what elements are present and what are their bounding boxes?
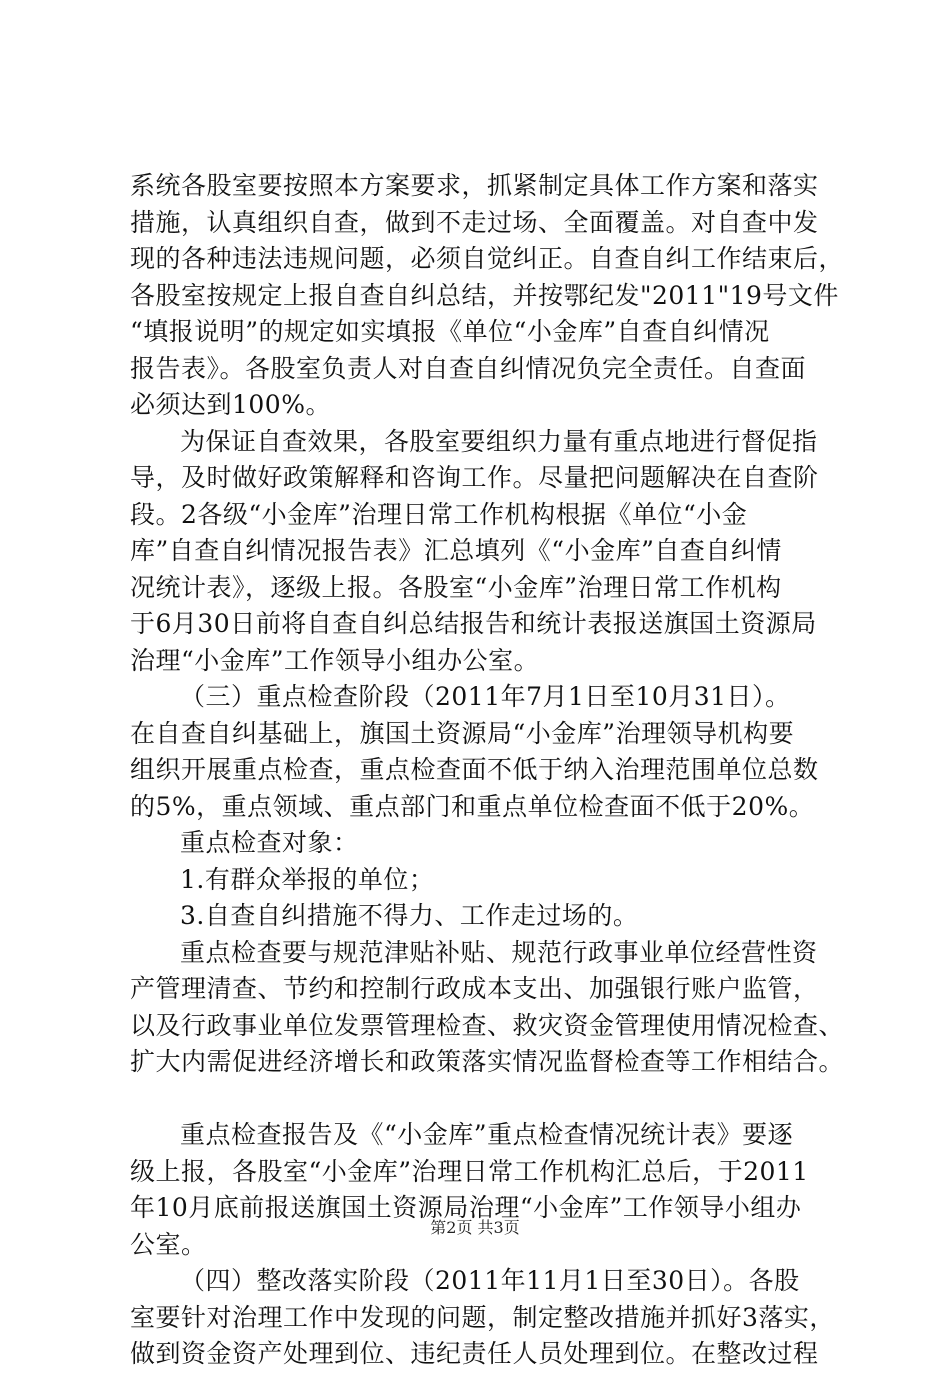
text-line: 公室。 [130, 1229, 207, 1259]
text-line: 于6月30日前将自查自纠总结报告和统计表报送旗国土资源局 [130, 609, 817, 638]
text-line: 库”自查自纠情况报告表》汇总填列《“小金库”自查自纠情 [130, 536, 782, 565]
text-line: 扩大内需促进经济增长和政策落实情况监督检查等工作相结合。 [130, 1047, 845, 1076]
text-line: 做到资金资产处理到位、违纪责任人员处理到位。在整改过程 [130, 1339, 819, 1368]
text-line: 况统计表》，逐级上报。各股室“小金库”治理日常工作机构 [130, 572, 782, 602]
text-line: 年10月底前报送旗国土资源局治理“小金库”工作领导小组办 [130, 1193, 802, 1222]
text-line: 重点检查报告及《“小金库”重点检查情况统计表》要逐 [180, 1120, 794, 1149]
list-item: 1.有群众举报的单位； [180, 864, 435, 894]
text-line: 重点检查对象： [180, 828, 359, 857]
page-footer: 第2页 共3页 [430, 1218, 520, 1237]
paragraph-spacer [130, 1081, 845, 1118]
text-line: 的5%，重点领域、重点部门和重点单位检查面不低于20%。 [130, 791, 815, 821]
text-line: 必须达到100%。 [130, 390, 331, 419]
text-line: 为保证自查效果，各股室要组织力量有重点地进行督促指 [180, 426, 818, 456]
text-line: 措施，认真组织自查，做到不走过场、全面覆盖。对自查中发 [130, 207, 819, 237]
text-line: “填报说明”的规定如实填报《单位“小金库”自查自纠情况 [130, 317, 770, 346]
text-line: 各股室按规定上报自查自纠总结，并按鄂纪发"2011"19号文件 [130, 280, 839, 310]
text-line: 系统各股室要按照本方案要求，抓紧制定具体工作方案和落实 [130, 171, 819, 200]
text-line: 治理“小金库”工作领导小组办公室。 [130, 645, 540, 675]
text-line: 级上报，各股室“小金库”治理日常工作机构汇总后，于2011 [130, 1156, 809, 1186]
document-body [130, 168, 845, 1373]
section-heading: （三）重点检查阶段（2011年7月1日至10月31日）。 [180, 682, 791, 711]
text-line: 段。2各级“小金库”治理日常工作机构根据《单位“小金 [130, 499, 748, 529]
text-line: 室要针对治理工作中发现的问题，制定整改措施并抓好3落实， [130, 1302, 835, 1332]
text-line: 以及行政事业单位发票管理检查、救灾资金管理使用情况检查、 [130, 1010, 845, 1040]
text-line: 组织开展重点检查，重点检查面不低于纳入治理范围单位总数 [130, 755, 819, 784]
text-line: 现的各种违法违规问题，必须自觉纠正。自查自纠工作结束后， [130, 244, 845, 273]
text-line: 重点检查要与规范津贴补贴、规范行政事业单位经营性资 [180, 937, 818, 967]
text-line: 报告表》。各股室负责人对自查自纠情况负完全责任。自查面 [130, 353, 807, 383]
text-line: 导，及时做好政策解释和咨询工作。尽量把问题解决在自查阶 [130, 463, 819, 492]
section-heading: （四）整改落实阶段（2011年11月1日至30日）。各股 [180, 1266, 800, 1295]
text-line: 在自查自纠基础上，旗国土资源局“小金库”治理领导机构要 [130, 718, 795, 748]
list-item: 3.自查自纠措施不得力、工作走过场的。 [180, 901, 639, 930]
text-line: 产管理清查、节约和控制行政成本支出、加强银行账户监管， [130, 974, 819, 1003]
